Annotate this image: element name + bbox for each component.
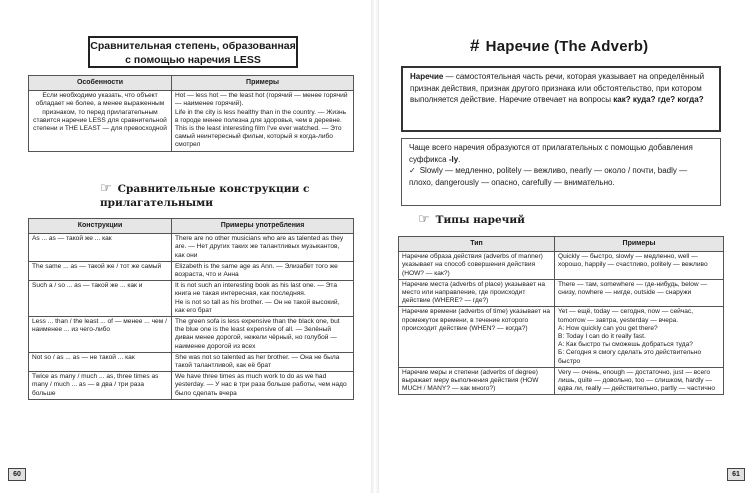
less-features-table [28,75,354,152]
adverb-definition-box [401,66,721,132]
table-cell: As ... as — такой же ... как [29,234,172,262]
definition-text: — самостоятельная часть речи, которая указывает на определённый признак действия, признак другого признака или обстоятельство, при котором выполняется действие. Наречие отвечает на вопросы [410,72,705,104]
table-cell: The green sofa is less expensive than the black one, but the blue one is the least expensive of all. — Зелёный диван менее дорогой, нежели чёрный, но голубой — наименее дорогой из всех [172,317,354,353]
adverb-types-table [398,236,724,395]
table-cell: Very — очень, enough — достаточно, just — всего лишь, quite — довольно, too — слишком, hardly — едва ли, really — действительно, partly — частично [555,367,724,395]
table-header: Примеры [172,76,354,91]
table-row [29,91,354,151]
table-cell: Twice as many / much ... as, three times as many / much ... as — в два / три раза больше [29,372,172,400]
page-title [470,36,648,56]
page-title-text: Наречие (The Adverb) [485,38,649,55]
table-cell: Yet — ещё, today — сегодня, now — сейчас, tomorrow — завтра, yesterday — вчера. A: How quickly can you get there? B: Today I can do it really fast. A: Как быстро ты сможешь добраться туда? Б: Сегодня я смогу сделать это действительно быстро [555,307,724,367]
pointing-hand-icon: ☞ [100,181,112,196]
table-cell: We have three times as much work to do as we had yesterday. — У нас в три раза больше работы, чем надо было сделать вчера [172,372,354,400]
book-gutter [371,0,379,493]
left-page [0,0,372,493]
suffix-ly: -ly [448,154,459,164]
table-cell: Наречие времени (adverbs of time) указывает на промежуток времени, в течение которого происходит действие (WHEN? — когда?) [399,307,555,367]
table-cell: Если необходимо указать, что объект обладает не более, а менее выраженным признаком, то перед прилагательным ставится наречие LESS для сравнительной степени и THE LEAST — для превосходной [29,91,172,151]
table-header: Примеры употребления [172,219,354,234]
definition-term: Наречие [410,72,444,81]
table-header: Примеры [555,237,724,252]
table-row [29,317,354,353]
table-row [29,352,354,371]
table-cell: She was not so talented as her brother. — Она не была такой талантливой, как её брат [172,352,354,371]
table-cell: Quickly — быстро, slowly — медленно, well — хорошо, happily — счастливо, politely — вежливо [555,252,724,280]
table-cell: Such a / so ... as — такой же ... как и [29,281,172,317]
hash-symbol: # [470,36,480,55]
page-number-left: 60 [8,468,26,481]
suffix-example: Slowly — медленно, politely — вежливо, nearly — около / почти, badly — плохо, dangerously — опасно, carefully — внимательно. [409,166,688,187]
table-cell: The same ... as — такой же / тот же самый [29,261,172,280]
section-heading-text: Сравнительные конструкции с прилагательными [100,183,310,209]
suffix-text: Чаще всего наречия образуются от прилагательных с помощью добавления суффикса [409,143,693,164]
section-heading [418,213,668,227]
table-row [29,281,354,317]
section-heading [100,182,320,210]
suffix-box: Чаще всего наречия образуются от прилагательных с помощью добавления суффикса -ly. ✓ Slowly — медленно, politely — вежливо, nearly — около / почти, badly — плохо, dangerously — опасно, carefully — внимательно. [401,138,721,206]
table-row [399,252,724,280]
pointing-hand-icon: ☞ [418,212,430,227]
definition-questions: как? куда? где? когда? [613,95,704,104]
table-cell: Hot — less hot — the least hot (горячий — менее горячий — наименее горячий). Life in the city is less healthy than in the country. — Жизнь в городе менее полезна для здоровья, чем в деревне. This is the least interesting film I've ever watched. — Это самый неинтересный фильм, который я когда-либо смотрел [172,91,354,151]
table-row [29,234,354,262]
table-header: Особенности [29,76,172,91]
page-number-right: 61 [727,468,745,481]
table-row [399,279,724,307]
table-header: Тип [399,237,555,252]
table-row [29,261,354,280]
table-cell: There — там, somewhere — где-нибудь, below — снизу, nowhere — нигде, outside — снаружи [555,279,724,307]
table-header: Конструкции [29,219,172,234]
table-row [399,307,724,367]
less-comparison-title: Сравнительная степень, образованная с помощью наречия LESS [88,36,298,68]
table-cell: Наречие меры и степени (adverbs of degree) выражает меру выполнения действия (HOW MUCH / MANY? — как много?) [399,367,555,395]
section-heading-text: Типы наречий [435,214,525,226]
table-cell: Not so / as ... as — не такой ... как [29,352,172,371]
table-cell: Elizabeth is the same age as Ann. — Элизабет того же возраста, что и Анна [172,261,354,280]
table-row [399,367,724,395]
table-cell: Наречие места (adverbs of place) указывает на место или направление, где происходит действие (WHERE? — где?) [399,279,555,307]
check-icon: ✓ [409,166,416,175]
comparison-constructions-table [28,218,354,400]
table-cell: Less ... than / the least ... of — менее ... чем / наименее ... из чего-либо [29,317,172,353]
table-cell: Наречие образа действия (adverbs of manner) указывает на способ совершения действия (HOW? — как?) [399,252,555,280]
table-row [29,372,354,400]
table-cell: It is not such an interesting book as his last one. — Эта книга не такая интересная, как последняя. He is not so tall as his brother. — Он не такой высокий, как его брат [172,281,354,317]
table-cell: There are no other musicians who are as talented as they are. — Нет других таких же талантливых музыкантов, как они [172,234,354,262]
